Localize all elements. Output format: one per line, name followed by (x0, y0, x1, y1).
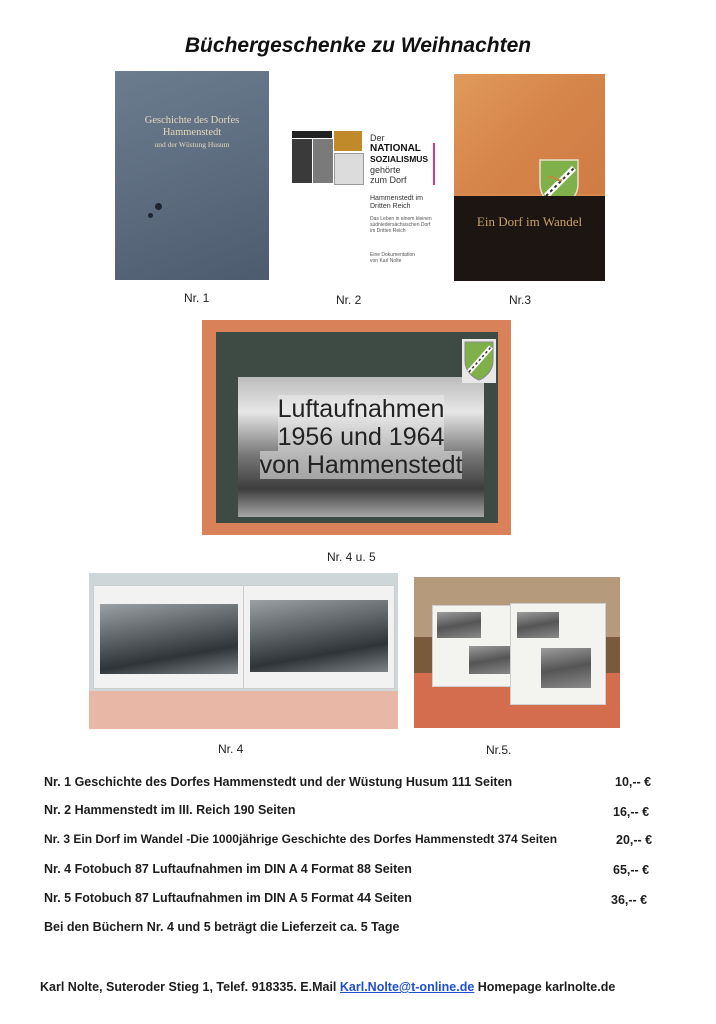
book2-label: Nr. 2 (336, 293, 362, 307)
page-title: Büchergeschenke zu Weihnachten (184, 34, 532, 57)
price-row-4: Nr. 4 Fotobuch 87 Luftaufnahmen im DIN A 4 Format 88 Seiten (44, 862, 412, 876)
book1-title: Geschichte des Dorfes Hammenstedt und der Wüstung Husum (144, 115, 240, 149)
price-5: 36,-- € (611, 893, 648, 907)
book1-label: Nr. 1 (184, 291, 210, 305)
price-row-1: Nr. 1 Geschichte des Dorfes Hammenstedt und der Wüstung Husum 111 Seiten (44, 775, 513, 789)
book2-author: Eine Dokumentation von Karl Nolte (370, 252, 416, 264)
price-row-5: Nr. 5 Fotobuch 87 Luftaufnahmen im DIN A 5 Format 44 Seiten (44, 891, 412, 905)
book3-title: Ein Dorf im Wandel (476, 214, 583, 229)
photo-album-a5 (414, 577, 620, 728)
price-2: 16,-- € (613, 805, 650, 819)
album-title-line1: Luftaufnahmen (277, 395, 445, 423)
book-cover-1 (115, 71, 269, 280)
photo-right-label: Nr.5. (486, 743, 512, 757)
aerial-photo-album (202, 320, 511, 535)
delivery-note: Bei den Büchern Nr. 4 und 5 beträgt die Lieferzeit ca. 5 Tage (44, 920, 400, 934)
book-cover-3 (454, 74, 605, 281)
photo-album-a4 (89, 573, 398, 729)
price-row-3: Nr. 3 Ein Dorf im Wandel -Die 1000jährige Geschichte des Dorfes Hammenstedt 374 Seiten (44, 832, 558, 846)
photo-left-label: Nr. 4 (218, 742, 244, 756)
book2-description: Das Leben in einem kleinen südniedersächsischen Dorf im Dritten Reich (370, 216, 432, 234)
album-title-line2: 1956 und 1964 (277, 423, 445, 451)
book2-subtitle: Hammenstedt im Dritten Reich (370, 195, 423, 210)
price-4: 65,-- € (613, 863, 650, 877)
price-1: 10,-- € (615, 775, 652, 789)
email-link[interactable]: Karl.Nolte@t-online.de (339, 980, 475, 994)
album-title-line3: von Hammenstedt (259, 451, 463, 479)
album-label: Nr. 4 u. 5 (327, 550, 376, 564)
book-cover-2 (288, 125, 438, 273)
book3-label: Nr.3 (509, 293, 532, 307)
book2-title: Der NATIONAL SOZIALISMUS gehörte zum Dorf (370, 133, 429, 185)
book2-collage-image (292, 131, 356, 183)
contact-footer: Karl Nolte, Suteroder Stieg 1, Telef. 918335. E.Mail Karl.Nolte@t-online.de Homepage karlnolte.de (40, 980, 616, 994)
price-3: 20,-- € (616, 833, 653, 847)
coat-of-arms-icon (462, 339, 496, 383)
price-row-2: Nr. 2 Hammenstedt im III. Reich 190 Seiten (44, 803, 296, 817)
